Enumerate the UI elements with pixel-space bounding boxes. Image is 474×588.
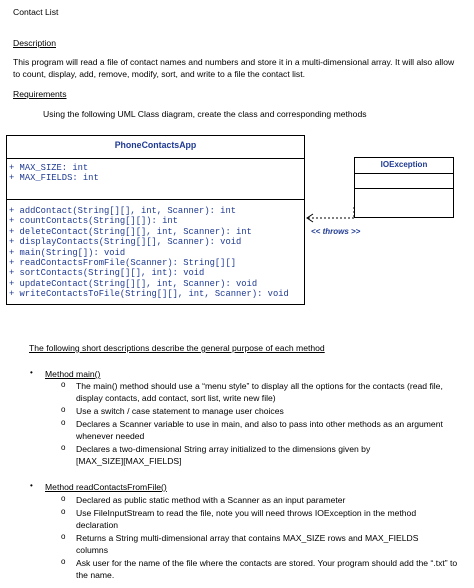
circle-bullet-icon: o: [61, 507, 66, 516]
requirements-heading: Requirements: [13, 89, 67, 99]
uml-attribute: + MAX_FIELDS: int: [9, 173, 99, 184]
circle-bullet-icon: o: [61, 405, 66, 414]
document-title: Contact List: [13, 7, 59, 17]
uml-exception-box: [354, 157, 454, 218]
uml-method: + displayContacts(String[][], Scanner): void: [9, 237, 242, 248]
uml-throws-label: << throws >>: [311, 227, 361, 236]
methods-heading: The following short descriptions describe the general purpose of each method: [29, 343, 325, 353]
uml-attributes: [7, 159, 304, 199]
circle-bullet-icon: o: [61, 532, 66, 541]
circle-bullet-icon: o: [61, 418, 66, 427]
method-read-item: Returns a String multi-dimensional array that contains MAX_SIZE rows and MAX_FIELDS columns: [76, 533, 419, 555]
circle-bullet-icon: o: [61, 443, 66, 452]
uml-method: + addContact(String[][], int, Scanner): int: [9, 206, 236, 216]
uml-methods: [7, 200, 304, 300]
uml-exception-name: IOException: [380, 160, 428, 169]
uml-method: + main(String[]): void: [9, 247, 126, 258]
method-main-item: The main() method should use a “menu style” to display all the options for the contacts (read file, display contacts, add contact, sort list, write new file): [76, 381, 443, 403]
method-main-item: Declares a two-dimensional String array initialized to the dimensions given by [MAX_SIZE][MAX_FIELDS]: [76, 444, 371, 466]
uml-method: + countContacts(String[][]): int: [9, 216, 178, 227]
uml-class-box: [6, 135, 305, 305]
uml-throws-arrow: [305, 205, 357, 227]
method-read-label: Method readContactsFromFile(): [45, 482, 167, 492]
circle-bullet-icon: o: [61, 380, 66, 389]
uml-method: + writeContactsToFile(String[][], int, Scanner): void: [9, 289, 289, 300]
method-main-item: Declares a Scanner variable to use in main, and also to pass into other methods as an argument whenever needed: [76, 419, 443, 441]
method-read-item: Ask user for the name of the file where the contacts are stored. Your program should add the “.txt” to the name.: [76, 558, 458, 580]
description-text: This program will read a file of contact names and numbers and store it in a multi-dimensional array. It will also allow to count, display, add, remove, modify, sort, and write to a file the contact list.: [13, 57, 455, 79]
uml-method: + readContactsFromFile(Scanner): String[][]: [9, 258, 236, 269]
uml-method: + deleteContact(String[][], int, Scanner): int: [9, 226, 252, 237]
requirements-text: Using the following UML Class diagram, create the class and corresponding methods: [43, 109, 367, 119]
circle-bullet-icon: o: [61, 494, 66, 503]
uml-method: + updateContact(String[][], int, Scanner): void: [9, 278, 258, 289]
uml-attribute: + MAX_SIZE: int: [9, 163, 89, 173]
method-read-item: Declared as public static method with a Scanner as an input parameter: [76, 495, 346, 505]
uml-method: + sortContacts(String[][], int): void: [9, 268, 205, 279]
circle-bullet-icon: o: [61, 557, 66, 566]
uml-exception-divider-2: [355, 188, 453, 189]
description-heading: Description: [13, 38, 56, 48]
bullet-icon: •: [30, 481, 33, 490]
method-read-item: Use FileInputStream to read the file, note you will need throws IOException in the method declaration: [76, 508, 417, 530]
uml-class-name: PhoneContactsApp: [114, 140, 197, 150]
method-main-item: Use a switch / case statement to manage user choices: [76, 406, 284, 416]
bullet-icon: •: [30, 368, 33, 377]
method-main-label: Method main(): [45, 369, 101, 379]
